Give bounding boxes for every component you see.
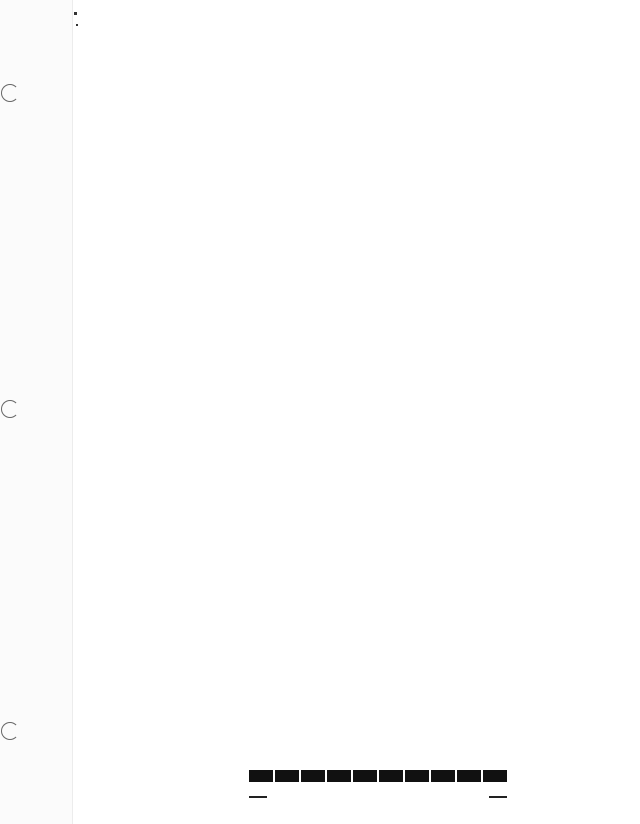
punch-hole <box>1 722 19 740</box>
left-margin-gutter <box>0 0 73 824</box>
footer-rule-right <box>489 796 507 798</box>
footer-rule-left <box>249 796 267 798</box>
punch-hole <box>1 400 19 418</box>
scan-speck <box>76 24 78 26</box>
transcript-body <box>116 38 540 62</box>
redaction-bar <box>249 770 507 782</box>
scan-speck <box>74 12 77 15</box>
punch-hole <box>1 84 19 102</box>
